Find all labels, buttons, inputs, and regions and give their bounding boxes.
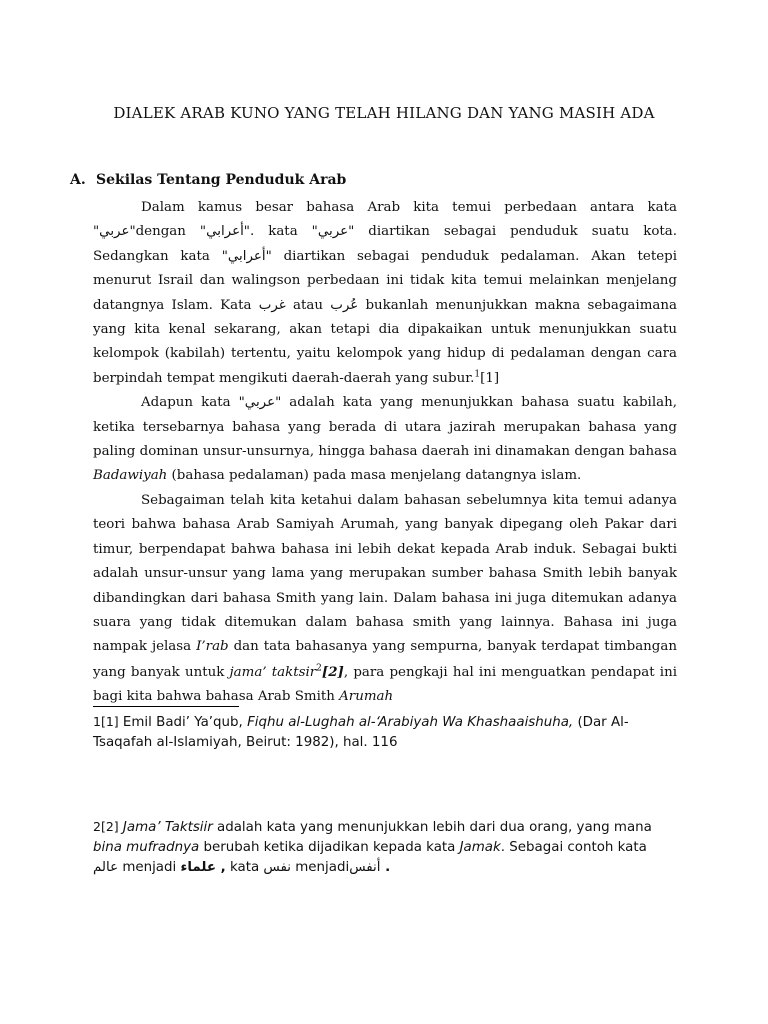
italic-term: jama’ taktsir [229,664,317,680]
italic-term: Fiqhu al-Lughah al-‘Arabiyah Wa Khashaaishuha, [247,715,574,730]
text-run: " diartikan sebagai penduduk pedalaman. Akan tetepi menurut Israil dan walingson perbedaan ini tidak kita temui melainkan menjelang datangnya Islam. Kata [93,248,677,313]
footnote-superscript: 1 [474,369,481,380]
footnote-1 [93,712,673,753]
arabic-word: عربي [317,224,349,240]
text-run: (bahasa pedalaman) pada masa menjelang datangnya islam. [167,468,582,484]
text-run: bukanlah menunjukkan makna sebagaimana yang kita kenal sekarang, akan tetapi dia dipakaikan untuk menunjukkan suatu kelompok (kabilah) tertentu, yaitu kelompok yang hidup di pedalaman dengan cara berpindah tempat mengikuti daerah-daerah yang subur. [93,297,677,386]
text-run: . Sebagai contoh kata [500,840,647,855]
arabic-word: أعرابي [227,248,266,264]
arabic-word: عُرب [330,297,359,313]
body-text [93,196,677,710]
text-run: atau [285,297,331,313]
italic-term: Jamak [459,840,501,855]
footnote-2 [93,817,673,878]
arabic-word: أنفس [349,860,381,875]
text-run: berubah ketika dijadikan kepada kata [199,840,460,855]
text-run: (Dar Al-Tsaqafah al-Islamiyah, Beirut: 1982), hal. 116 [93,715,629,750]
arabic-word: غرب [258,297,286,313]
italic-term: Badawiyah [93,468,168,484]
text-run: " diartikan sebagai penduduk suatu kota. Sedangkan kata " [93,224,677,264]
text-run: . [380,860,391,875]
section-title: Sekilas Tentang Penduduk Arab [96,172,347,188]
arabic-word: علماء , [180,860,226,875]
paragraph-3 [93,489,677,710]
arabic-word: عربي [99,224,130,240]
footnote-superscript: 2 [316,663,322,674]
footnote-ref-link[interactable]: [2] [321,663,344,680]
footnote-ref-link[interactable]: [1] [480,370,500,386]
text-run: " adalah kata yang menunjukkan bahasa suatu kabilah, ketika tersebarnya bahasa yang berada di utara jazirah merupakan bahasa yang paling dominan unsur-unsurnya, hingga bahasa daerah ini dinamakan dengan bahasa [93,395,677,460]
footnote-mark[interactable]: 1[1] [93,714,119,729]
text-run: menjadi [291,860,350,875]
italic-term: Arumah [339,689,394,705]
text-run: Sebagaiman telah kita ketahui dalam bahasan sebelumnya kita temui adanya teori bahwa bahasa Arab Samiyah Arumah, yang banyak dipegang oleh Pakar dari timur, berpendapat bahwa bahasa ini lebih dekat kepada Arab induk. Sebagai bukti adalah unsur-unsur yang lama yang merupakan sumber bahasa Smith lebih banyak dibandingkan dari bahasa Smith yang lain. Dalam bahasa ini juga ditemukan adanya suara yang tidak ditemukan dalam bahasa smith yang lainnya. Bahasa ini juga nampak jelasa [93,492,677,655]
footnote-separator [93,706,239,707]
arabic-word: عربي [244,395,276,411]
arabic-word: نفس [263,860,291,875]
paragraph-2 [93,391,677,489]
text-run: dan tata bahasanya yang sempurna, banyak terdapat timbangan yang banyak untuk [93,639,677,680]
text-run: Emil Badi’ Ya’qub, [118,715,248,730]
section-number: A. [70,172,86,188]
text-run: adalah kata yang menunjukkan lebih dari dua orang, yang mana [212,820,652,835]
text-run: kata [225,860,264,875]
italic-term: I’rab [196,639,229,655]
text-run: , para pengkaji hal ini menguatkan pendapat ini bagi kita bahwa bahasa Arab Smith [93,664,677,705]
footnote-mark[interactable]: 2[2] [93,819,119,834]
italic-term: bina mufradnya [93,840,200,855]
arabic-word: عالم [93,860,119,875]
text-run: Adapun kata " [141,395,245,411]
text-run: Dalam kamus besar bahasa Arab kita temui perbedaan antara kata " [93,200,677,240]
italic-term: Jama’ Taktsiir [118,820,213,835]
text-run: menjadi [118,860,181,875]
paragraph-1 [93,196,677,391]
text-run: ". kata " [243,224,318,240]
document-title: DIALEK ARAB KUNO YANG TELAH HILANG DAN YANG MASIH ADA [113,104,655,122]
section-heading [70,172,346,188]
arabic-word: أعرابي [206,224,244,240]
text-run: "dengan " [129,224,207,240]
